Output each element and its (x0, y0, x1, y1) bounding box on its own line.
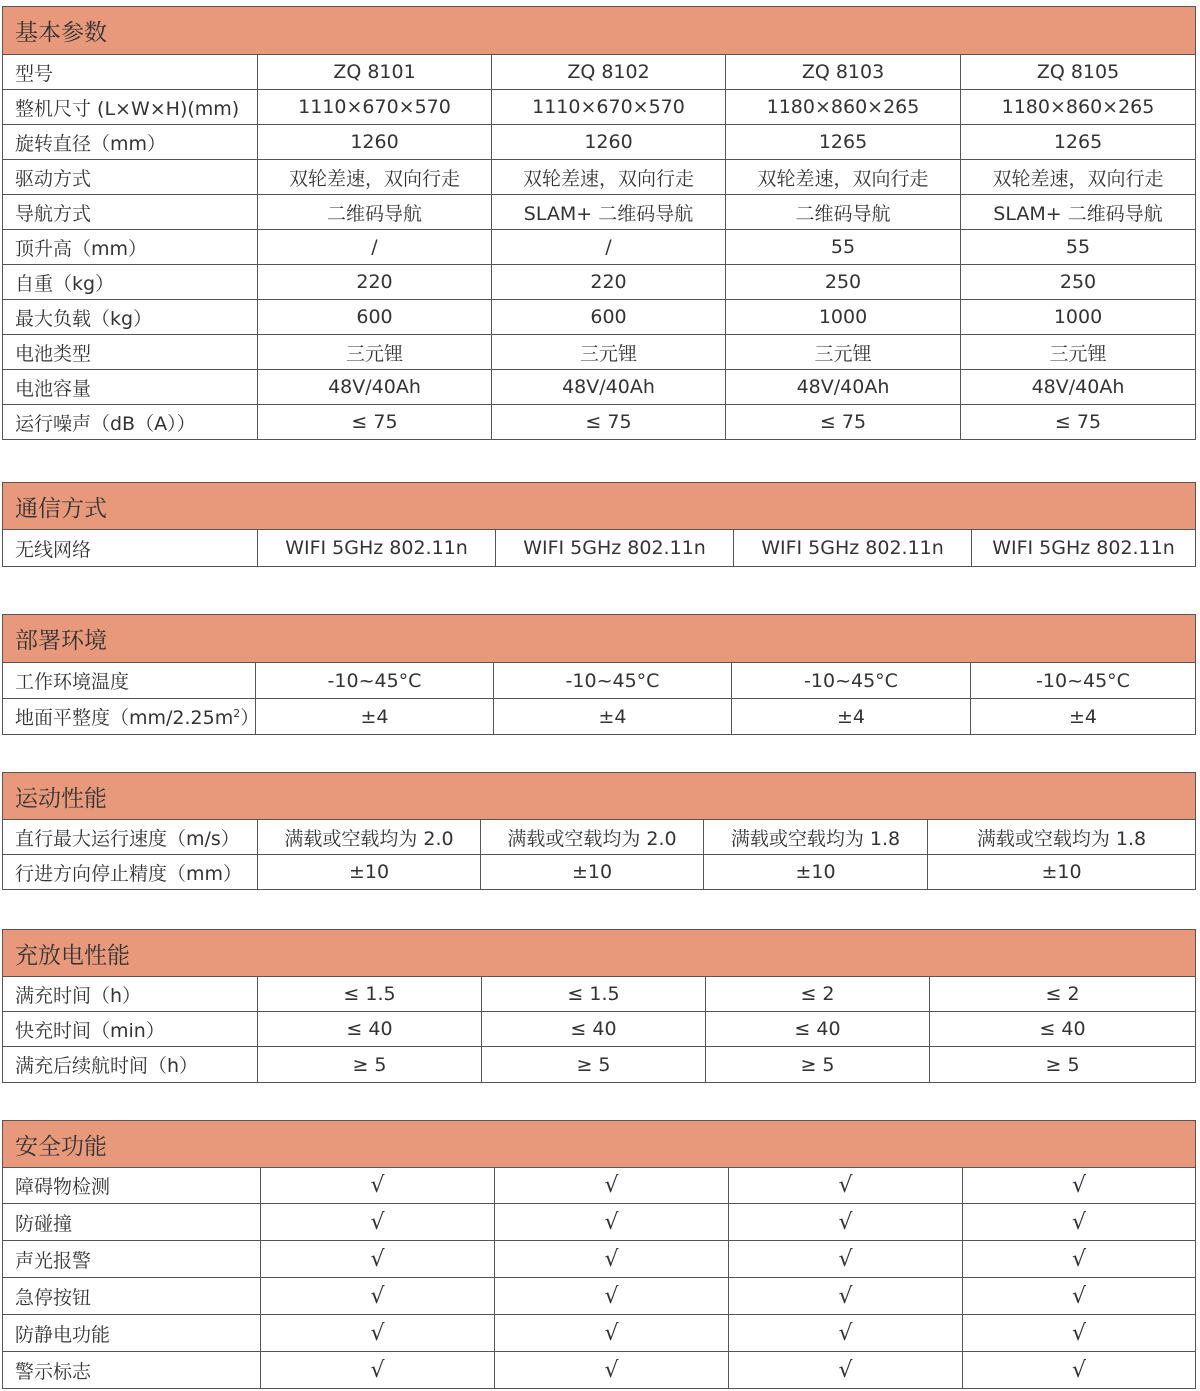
row-label: 型号 (3, 55, 258, 90)
cell: 1000 (961, 300, 1196, 335)
cell: -10~45°C (494, 663, 732, 699)
table-row (3, 1012, 1196, 1047)
check-icon: √ (963, 1241, 1196, 1278)
cell: 双轮差速，双向行走 (492, 160, 726, 195)
row-label: 行进方向停止精度（mm） (3, 855, 258, 890)
row-label: 满充时间（h） (3, 977, 258, 1012)
cell: 满载或空载均为 1.8 (928, 820, 1196, 855)
table-row (3, 125, 1196, 160)
check-icon: √ (729, 1168, 963, 1204)
label-text: 地面平整度（mm/2.25m (15, 707, 234, 729)
cell: ZQ 8103 (726, 55, 961, 90)
cell: -10~45°C (971, 663, 1196, 699)
cell: ≤ 1.5 (482, 977, 706, 1012)
cell: ±4 (732, 699, 971, 735)
section-title: 安全功能 (3, 1121, 1196, 1168)
row-label: 导航方式 (3, 195, 258, 230)
cell: ≤ 1.5 (258, 977, 482, 1012)
cell: 48V/40Ah (961, 370, 1196, 405)
section-title: 运动性能 (3, 773, 1196, 820)
label-text: ） (240, 707, 260, 729)
cell: 三元锂 (492, 335, 726, 370)
table-row (3, 663, 1196, 699)
cell: ≤ 75 (258, 405, 492, 440)
row-label (3, 699, 260, 735)
cell: ≤ 2 (930, 977, 1196, 1012)
table-row (3, 1352, 1196, 1389)
row-label: 自重（kg） (3, 265, 258, 300)
cell: 二维码导航 (258, 195, 492, 230)
check-icon: √ (729, 1352, 963, 1389)
cell: 1260 (492, 125, 726, 160)
check-icon: √ (495, 1241, 729, 1278)
cell: 1180×860×265 (726, 90, 961, 125)
cell: 1110×670×570 (492, 90, 726, 125)
cell: 双轮差速，双向行走 (961, 160, 1196, 195)
row-label: 运行噪声（dB（A）） (3, 405, 258, 440)
cell: 1110×670×570 (258, 90, 492, 125)
cell: 250 (726, 265, 961, 300)
table-row (3, 1315, 1196, 1352)
cell: 55 (961, 230, 1196, 265)
cell: 48V/40Ah (492, 370, 726, 405)
cell: 1000 (726, 300, 961, 335)
cell: 双轮差速，双向行走 (726, 160, 961, 195)
table-row (3, 1204, 1196, 1241)
cell: ≥ 5 (482, 1047, 706, 1083)
row-label: 最大负载（kg） (3, 300, 258, 335)
table-row (3, 855, 1196, 890)
row-label: 警示标志 (3, 1352, 261, 1389)
check-icon: √ (729, 1315, 963, 1352)
row-label: 急停按钮 (3, 1278, 261, 1315)
cell: -10~45°C (732, 663, 971, 699)
table-row (3, 1241, 1196, 1278)
table-row (3, 1047, 1196, 1083)
cell: SLAM+ 二维码导航 (961, 195, 1196, 230)
check-icon: √ (261, 1204, 495, 1241)
table-row (3, 977, 1196, 1012)
cell: 1265 (961, 125, 1196, 160)
row-label: 快充时间（min） (3, 1012, 258, 1047)
check-icon: √ (495, 1204, 729, 1241)
cell: 三元锂 (258, 335, 492, 370)
check-icon: √ (261, 1278, 495, 1315)
check-icon: √ (963, 1315, 1196, 1352)
cell: WIFI 5GHz 802.11n (496, 530, 734, 567)
check-icon: √ (261, 1315, 495, 1352)
table-row (3, 370, 1196, 405)
check-icon: √ (495, 1352, 729, 1389)
check-icon: √ (495, 1168, 729, 1204)
table-row (3, 335, 1196, 370)
row-label: 工作环境温度 (3, 663, 256, 699)
row-label: 顶升高（mm） (3, 230, 258, 265)
table-row (3, 90, 1196, 125)
check-icon: √ (495, 1315, 729, 1352)
cell: ZQ 8105 (961, 55, 1196, 90)
check-icon: √ (261, 1241, 495, 1278)
table-row (3, 230, 1196, 265)
section-title: 部署环境 (3, 615, 1196, 663)
deployment-env-table (2, 614, 1196, 735)
cell: 55 (726, 230, 961, 265)
row-label: 直行最大运行速度（m/s） (3, 820, 258, 855)
table-row (3, 55, 1196, 90)
cell: ±10 (928, 855, 1196, 890)
table-row (3, 300, 1196, 335)
safety-features-table (2, 1120, 1196, 1389)
cell: 600 (492, 300, 726, 335)
cell: ±10 (258, 855, 481, 890)
cell: ≤ 40 (706, 1012, 930, 1047)
section-title: 通信方式 (3, 483, 1196, 530)
cell: ≥ 5 (930, 1047, 1196, 1083)
cell: / (492, 230, 726, 265)
cell: ≤ 40 (930, 1012, 1196, 1047)
row-label: 旋转直径（mm） (3, 125, 258, 160)
cell: 双轮差速，双向行走 (258, 160, 492, 195)
row-label: 驱动方式 (3, 160, 258, 195)
cell: ±10 (704, 855, 928, 890)
table-row (3, 195, 1196, 230)
table-row (3, 405, 1196, 440)
cell: ±10 (481, 855, 704, 890)
table-row (3, 265, 1196, 300)
cell: ≤ 40 (482, 1012, 706, 1047)
charging-performance-table (2, 929, 1196, 1083)
cell: ±4 (971, 699, 1196, 735)
check-icon: √ (261, 1168, 495, 1204)
check-icon: √ (963, 1204, 1196, 1241)
cell: ≤ 40 (258, 1012, 482, 1047)
row-label: 电池类型 (3, 335, 258, 370)
table-row (3, 530, 1196, 567)
table-row (3, 160, 1196, 195)
check-icon: √ (963, 1168, 1196, 1204)
check-icon: √ (495, 1278, 729, 1315)
row-label: 防静电功能 (3, 1315, 261, 1352)
cell: 220 (492, 265, 726, 300)
row-label: 电池容量 (3, 370, 258, 405)
cell: ≥ 5 (258, 1047, 482, 1083)
motion-performance-table (2, 772, 1196, 890)
cell: WIFI 5GHz 802.11n (972, 530, 1196, 567)
check-icon: √ (729, 1278, 963, 1315)
cell: 48V/40Ah (726, 370, 961, 405)
check-icon: √ (963, 1352, 1196, 1389)
row-label: 障碍物检测 (3, 1168, 261, 1204)
basic-params-table (2, 6, 1196, 440)
check-icon: √ (729, 1204, 963, 1241)
cell: ZQ 8102 (492, 55, 726, 90)
row-label: 整机尺寸 (L×W×H)(mm) (3, 90, 258, 125)
cell: ≤ 75 (961, 405, 1196, 440)
cell: ≥ 5 (706, 1047, 930, 1083)
cell: 满载或空载均为 2.0 (481, 820, 704, 855)
table-row (3, 1278, 1196, 1315)
section-title: 充放电性能 (3, 930, 1196, 977)
cell: / (258, 230, 492, 265)
cell: WIFI 5GHz 802.11n (734, 530, 972, 567)
cell: ≤ 75 (726, 405, 961, 440)
cell: 三元锂 (961, 335, 1196, 370)
cell: 600 (258, 300, 492, 335)
cell: ±4 (256, 699, 494, 735)
superscript: 2 (233, 707, 241, 720)
section-title: 基本参数 (3, 7, 1196, 55)
cell: 满载或空载均为 2.0 (258, 820, 481, 855)
cell: 1180×860×265 (961, 90, 1196, 125)
cell: ≤ 2 (706, 977, 930, 1012)
communication-table (2, 482, 1196, 567)
cell: 二维码导航 (726, 195, 961, 230)
cell: 220 (258, 265, 492, 300)
cell: SLAM+ 二维码导航 (492, 195, 726, 230)
cell: 48V/40Ah (258, 370, 492, 405)
row-label: 防碰撞 (3, 1204, 261, 1241)
cell: 1260 (258, 125, 492, 160)
cell: ZQ 8101 (258, 55, 492, 90)
table-row (3, 1168, 1196, 1204)
table-row (3, 699, 1196, 735)
table-row (3, 820, 1196, 855)
row-label: 无线网络 (3, 530, 258, 567)
cell: 250 (961, 265, 1196, 300)
cell: ±4 (494, 699, 732, 735)
check-icon: √ (261, 1352, 495, 1389)
cell: WIFI 5GHz 802.11n (258, 530, 496, 567)
check-icon: √ (729, 1241, 963, 1278)
check-icon: √ (963, 1278, 1196, 1315)
cell: 三元锂 (726, 335, 961, 370)
cell: 满载或空载均为 1.8 (704, 820, 928, 855)
cell: ≤ 75 (492, 405, 726, 440)
cell: 1265 (726, 125, 961, 160)
cell: -10~45°C (256, 663, 494, 699)
row-label: 满充后续航时间（h） (3, 1047, 258, 1083)
row-label: 声光报警 (3, 1241, 261, 1278)
